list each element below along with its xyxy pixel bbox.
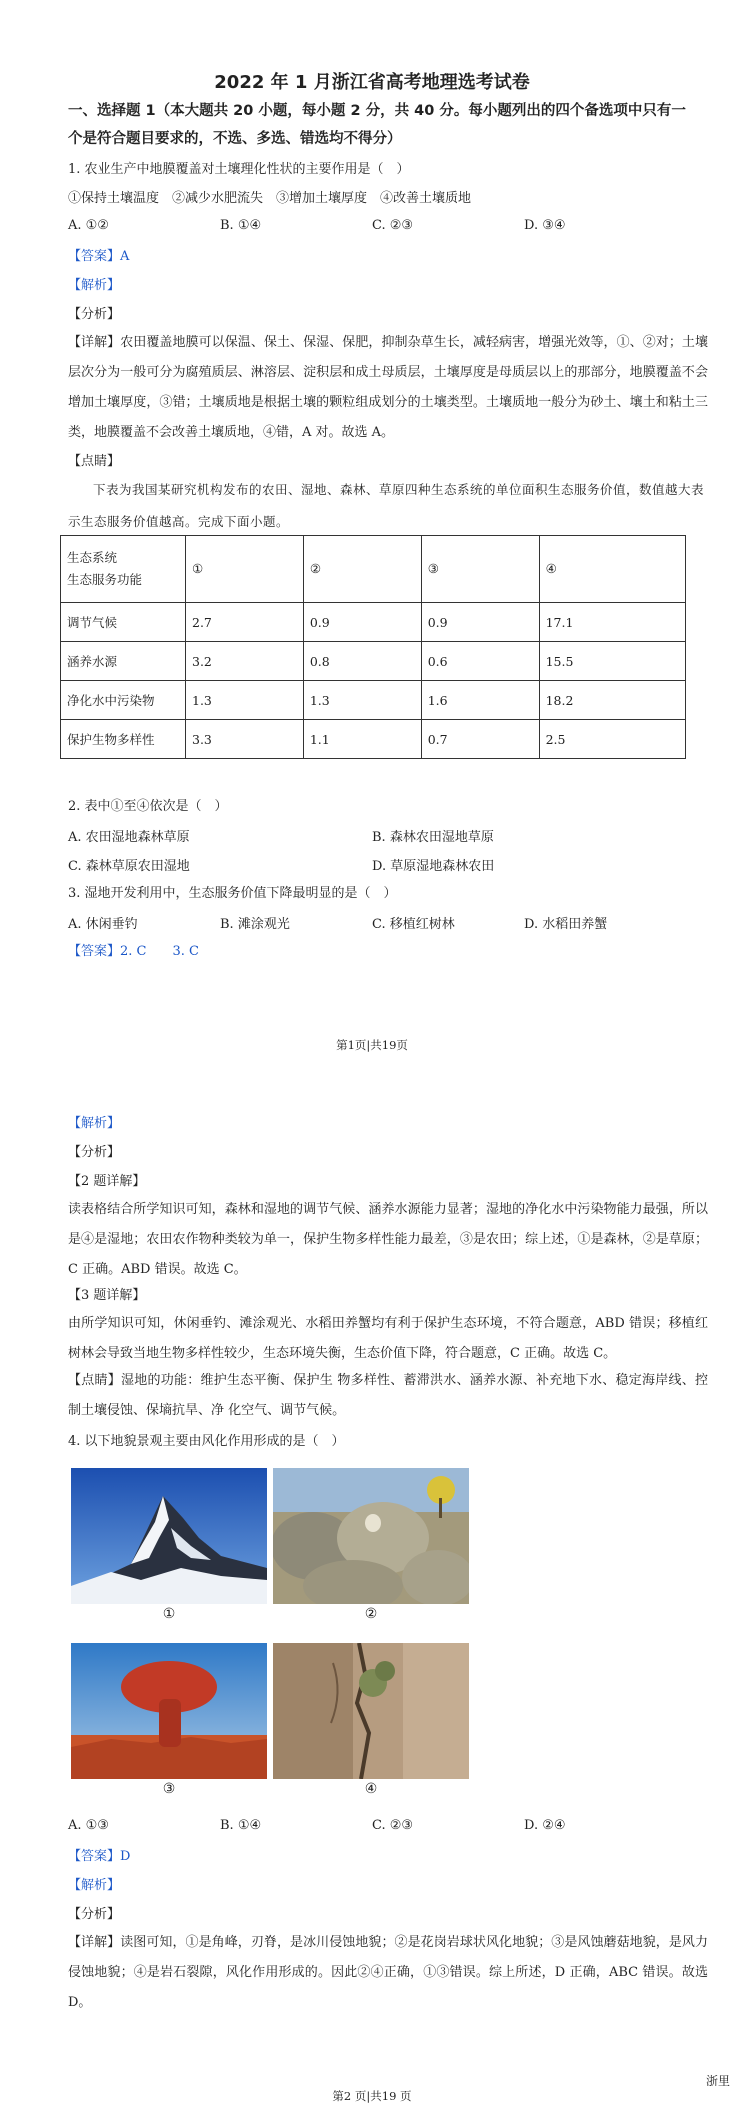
table-row <box>61 603 686 642</box>
mountain-peak-image <box>71 1468 267 1604</box>
q1-option-c: C. ②③ <box>372 218 414 233</box>
table-cell: 15.5 <box>539 642 685 681</box>
table-cell: 2.5 <box>539 720 685 759</box>
table-cell: 3.3 <box>186 720 304 759</box>
table-row <box>61 642 686 681</box>
section-heading-line2: 个是符合题目要求的，不选、多选、错选均不得分） <box>68 131 402 147</box>
q2-option-c: C. 森林草原农田湿地 <box>68 859 190 874</box>
corner-text: 浙里 <box>705 2074 730 2088</box>
table-cell: 2.7 <box>186 603 304 642</box>
row-label: 调节气候 <box>61 603 186 642</box>
row-label: 保护生物多样性 <box>61 720 186 759</box>
q3-detail: 由所学知识可知，休闲垂钓、滩涂观光、水稻田养蟹均有利于保护生态环境，不符合题意，ABD 错误；移植红树林会导致当地生物多样性较少，生态环境失衡，生态价值下降，符合题意，C 正确。故选 C。 <box>68 1316 708 1361</box>
q1-analysis-label: 【解析】 <box>68 278 121 293</box>
table-cell: 1.1 <box>303 720 421 759</box>
eco-service-table <box>60 535 686 759</box>
q2-stem: 2. 表中①至④依次是（ ） <box>68 799 228 814</box>
table-header-1: ① <box>186 536 304 603</box>
q2-option-b: B. 森林农田湿地草原 <box>372 830 494 845</box>
q1-option-a: A. ①② <box>68 218 109 233</box>
table-cell: 0.8 <box>303 642 421 681</box>
q3-answer: 【答案】2. C 3. C <box>68 944 199 959</box>
table-cell: 1.3 <box>303 681 421 720</box>
q4-option-b: B. ①④ <box>220 1818 262 1833</box>
q3-option-c: C. 移植红树林 <box>372 917 455 932</box>
table-header-4: ④ <box>539 536 685 603</box>
table-cell: 1.3 <box>186 681 304 720</box>
table-corner-cell <box>61 536 186 603</box>
q1-detail: 【详解】农田覆盖地膜可以保温、保土、保湿、保肥，抑制杂草生长，减轻病害，增强光效等，①、②对；土壤层次分为一般可分为腐殖质层、淋溶层、淀积层和成土母质层，土壤厚度是母质层以上的那部分，地膜覆盖不会增加土壤厚度，③错；土壤质地是根据土壤的颗粒组成划分的土壤类型。土壤质地一般分为砂土、壤土和粘土三类，地膜覆盖不会改善土壤质地，④错，A 对。故选 A。 <box>68 335 708 440</box>
photo-caption-3: ③ <box>162 1781 176 1797</box>
table-cell: 3.2 <box>186 642 304 681</box>
photo-caption-4: ④ <box>364 1781 378 1797</box>
q3-stem: 3. 湿地开发利用中，生态服务价值下降最明显的是（ ） <box>68 886 397 901</box>
q2-detail-title: 【2 题详解】 <box>68 1174 146 1189</box>
table-cell: 0.7 <box>421 720 539 759</box>
q4-stem: 4. 以下地貌景观主要由风化作用形成的是（ ） <box>68 1434 345 1449</box>
q3-detail-title: 【3 题详解】 <box>68 1288 146 1303</box>
q1-option-d: D. ③④ <box>524 218 566 233</box>
q4-option-d: D. ②④ <box>524 1818 566 1833</box>
q4-option-a: A. ①③ <box>68 1818 109 1833</box>
q3-option-b: B. 滩涂观光 <box>220 917 290 932</box>
q1-stem: 1. 农业生产中地膜覆盖对土壤理化性状的主要作用是（ ） <box>68 162 410 177</box>
q2-option-d: D. 草原湿地森林农田 <box>372 859 495 874</box>
q2-option-a: A. 农田湿地森林草原 <box>68 830 190 845</box>
table-header-2: ② <box>303 536 421 603</box>
rock-crack-image <box>273 1643 469 1779</box>
q1-option-b: B. ①④ <box>220 218 262 233</box>
q4-fenxi-label: 【分析】 <box>68 1907 121 1922</box>
p2-analysis-label: 【解析】 <box>68 1116 121 1131</box>
table-row <box>61 681 686 720</box>
table-cell: 1.6 <box>421 681 539 720</box>
q2-detail: 读表格结合所学知识可知，森林和湿地的调节气候、涵养水源能力显著；湿地的净化水中污染物能力最强，所以是④是湿地；农田农作物种类较为单一，保护生物多样性能力最差，③是农田；综上述，①是森林，②是草原；C 正确。ABD 错误。故选 C。 <box>68 1202 708 1277</box>
q1-statements: ①保持土壤温度 ②减少水肥流失 ③增加土壤厚度 ④改善土壤质地 <box>68 191 472 206</box>
q4-answer: 【答案】D <box>68 1849 131 1864</box>
photo-mushroom-rock <box>71 1643 267 1779</box>
row-label: 净化水中污染物 <box>61 681 186 720</box>
table-cell: 0.6 <box>421 642 539 681</box>
corner-top-label: 生态系统 <box>67 550 118 565</box>
page-footer-2: 第2 页|共19 页 <box>332 2089 412 2103</box>
table-intro: 下表为我国某研究机构发布的农田、湿地、森林、草原四种生态系统的单位面积生态服务价值，数值越大表示生态服务价值越高。完成下面小题。 <box>68 482 705 529</box>
p2-fenxi-label: 【分析】 <box>68 1145 121 1160</box>
q1-dianjing-label: 【点睛】 <box>68 454 121 469</box>
q3-option-d: D. 水稻田养蟹 <box>524 917 608 932</box>
q1-fenxi-label: 【分析】 <box>68 307 121 322</box>
page-title: 2022 年 1 月浙江省高考地理选考试卷 <box>214 72 530 93</box>
q3-option-a: A. 休闲垂钓 <box>68 917 138 932</box>
section-heading-line1: 一、选择题 1（本大题共 20 小题，每小题 2 分，共 40 分。每小题列出的四个备选项中只有一 <box>68 103 686 119</box>
p2-dianjing: 【点睛】湿地的功能：维护生态平衡、保护生 物多样性、蓄滞洪水、涵养水源、补充地下水、稳定海岸线、控制土壤侵蚀、保墒抗旱、净 化空气、调节气候。 <box>68 1373 708 1418</box>
table-header-3: ③ <box>421 536 539 603</box>
table-row <box>61 720 686 759</box>
q4-analysis-label: 【解析】 <box>68 1878 121 1893</box>
boulders-image <box>273 1468 469 1604</box>
photo-granite-boulders <box>273 1468 469 1604</box>
photo-rock-crack <box>273 1643 469 1779</box>
page-footer-1: 第1页|共19页 <box>336 1038 408 1052</box>
photo-matterhorn <box>71 1468 267 1604</box>
row-label: 涵养水源 <box>61 642 186 681</box>
q1-answer: 【答案】A <box>68 249 130 264</box>
mushroom-rock-image <box>71 1643 267 1779</box>
photo-caption-1: ① <box>162 1606 176 1622</box>
table-cell: 0.9 <box>421 603 539 642</box>
corner-bottom-label: 生态服务功能 <box>67 572 143 587</box>
table-cell: 0.9 <box>303 603 421 642</box>
table-cell: 17.1 <box>539 603 685 642</box>
q4-option-c: C. ②③ <box>372 1818 414 1833</box>
table-cell: 18.2 <box>539 681 685 720</box>
q4-detail: 【详解】读图可知，①是角峰，刃脊，是冰川侵蚀地貌；②是花岗岩球状风化地貌；③是风蚀蘑菇地貌，是风力侵蚀地貌；④是岩石裂隙，风化作用形成的。因此②④正确，①③错误。综上所述，D 正确，ABC 错误。故选 D。 <box>68 1935 708 2010</box>
photo-caption-2: ② <box>364 1606 378 1622</box>
